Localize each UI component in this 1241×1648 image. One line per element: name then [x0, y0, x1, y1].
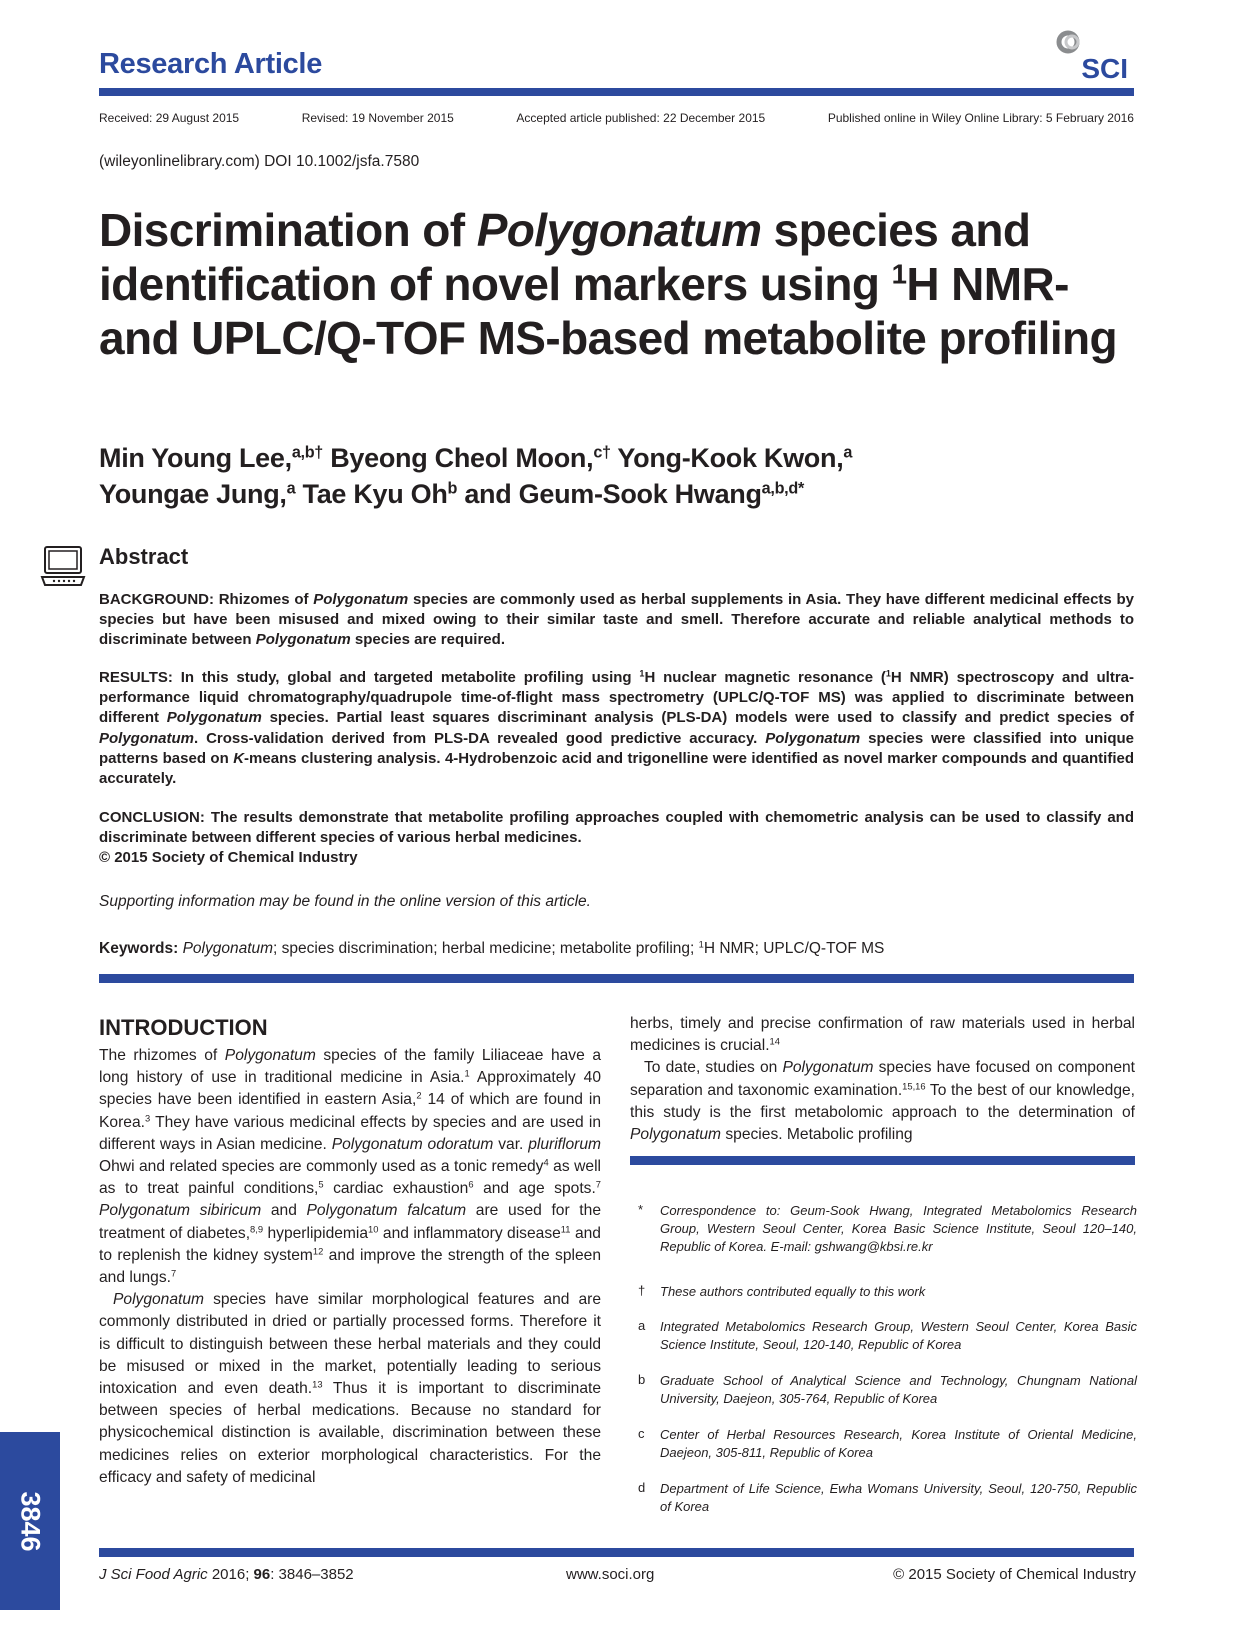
footer-rule [99, 1548, 1134, 1557]
author: Byeong Cheol Moon, [323, 443, 594, 473]
intro-paragraph: To date, studies on Polygonatum species have focused on component separation and taxonomic examination.$^{15,16}$ To the best of our knowledge, this study is the first metabolomic approach to the determination of Polygonatum species. Metabolic profiling [630, 1059, 1136, 1144]
abstract-results: RESULTS: In this study, global and targeted metabolite profiling using $^1$H nuclear magnetic resonance ($^1$H NMR) spectroscopy and ultra-performance liquid chromatography/quadrupole time-of-flight mass spectrometry (UPLC/Q-TOF MS) was applied to discriminate between different Polygonatum species. Partial least squares discriminant analysis (PLS-DA) models were used to classify and predict species of Polygonatum. Cross-validation derived from PLS-DA revealed good predictive accuracy. Polygonatum species were classified into unique patterns based on K-means clustering analysis. 4-Hydrobenzoic acid and trigonelline were identified as novel marker compounds and quantified accurately. [99, 668, 1134, 788]
header-rule [99, 88, 1134, 96]
accepted-date: Accepted article published: 22 December 2015 [516, 111, 766, 125]
affiliation-footnote: Department of Life Science, Ewha Womans University, Seoul, 120-750, Republic of Korea [660, 1481, 1137, 1514]
footnote-mark: d [638, 1480, 646, 1495]
keywords: Keywords: Polygonatum; species discrimination; herbal medicine; metabolite profiling; $^1$H NMR; UPLC/Q-TOF MS [99, 939, 885, 957]
affiliation-footnote: Graduate School of Analytical Science and Technology, Chungnam National University, Daejeon, 305-764, Republic of Korea [660, 1373, 1137, 1406]
footnote-mark: b [638, 1372, 646, 1387]
journal-citation: J Sci Food Agric 2016; 96: 3846–3852 [99, 1566, 354, 1583]
sci-logo-text: SCI [1081, 53, 1128, 84]
author: Yong-Kook Kwon, [610, 443, 844, 473]
laptop-icon [40, 544, 86, 590]
received-date: Received: 29 August 2015 [99, 111, 240, 125]
article-title: Discrimination of Polygonatum species and identification of novel markers using $^1$H NMR- and UPLC/Q-TOF MS-based metabolite profiling [99, 204, 1118, 364]
published-date: Published online in Wiley Online Library: 5 February 2016 [827, 111, 1134, 125]
abstract-heading: Abstract [99, 544, 189, 569]
revised-date: Revised: 19 November 2015 [301, 111, 454, 125]
correspondence-footnote: Correspondence to: Geum-Sook Hwang, Integrated Metabolomics Research Group, Western Seoul Center, Korea Basic Science Institute, Seoul 120–140, Republic of Korea. E-mail: gshwang@kbsi.re.kr [660, 1203, 1137, 1254]
intro-paragraph: herbs, timely and precise confirmation of raw materials used in herbal medicines is crucial.$^{14}$ [630, 1015, 1135, 1055]
supporting-info-note: Supporting information may be found in the online version of this article. [99, 893, 591, 910]
affiliation-footnote: Integrated Metabolomics Research Group, Western Seoul Center, Korea Basic Science Institute, Seoul, 120-140, Republic of Korea [660, 1319, 1137, 1352]
abstract-background: BACKGROUND: Rhizomes of Polygonatum species are commonly used as herbal supplements in Asia. They have different medicinal effects by species but have been misused and mixed owing to their similar taste and smell. Therefore accurate and reliable analytical methods to discriminate between Polygonatum species are required. [99, 591, 1134, 649]
intro-right-column [630, 1013, 1135, 1146]
abstract-copyright: © 2015 Society of Chemical Industry [99, 849, 358, 867]
footnote-rule [630, 1156, 1135, 1165]
intro-paragraph: Polygonatum species have similar morphological features and are commonly distributed in dried or partially processed forms. Therefore it is difficult to distinguish between these herbal materials and they could be misused or mixed in the market, potentially leading to serious intoxication and even death.$^{13}$ Thus it is important to discriminate between species of herbal medications. Because no standard for physicochemical distinction is available, discrimination between these medicines relies on exterior morphological characteristics. For the efficacy and safety of medicinal [99, 1291, 602, 1486]
abstract-conclusion: CONCLUSION: The results demonstrate that metabolite profiling approaches coupled with chemometric analysis can be used to classify and discriminate between different species of various herbal medicines. © 2015 Society of Chemical Industry [99, 809, 1134, 867]
page-number: 3846 [15, 1490, 46, 1552]
article-dates [99, 111, 1134, 125]
journal-website: www.soci.org [566, 1566, 655, 1583]
author: and Geum-Sook Hwang [457, 479, 762, 509]
equal-contribution-footnote: These authors contributed equally to this work [660, 1284, 926, 1299]
intro-paragraph: The rhizomes of Polygonatum species of the family Liliaceae have a long history of use in traditional medicine in Asia.$^1$ Approximately 40 species have been identified in eastern Asia,$^2$ 14 of which are found in Korea.$^3$ They have various medicinal effects by species and are used in different ways in Asian medicine. Polygonatum odoratum var. pluriflorum Ohwi and related species are commonly used as a tonic remedy$^4$ as well as to treat painful conditions,$^5$ cardiac exhaustion$^6$ and age spots.$^7$ Polygonatum sibiricum and Polygonatum falcatum are used for the treatment of diabetes,$^{8,9}$ hyperlipidemia$^{10}$ and inflammatory disease$^{11}$ and to replenish the kidney system$^{12}$ and improve the strength of the spleen and lungs.$^7$ [99, 1047, 602, 1287]
footnote-mark: a [638, 1318, 646, 1333]
section-label: Research Article [99, 48, 323, 80]
footnote-mark: * [638, 1202, 644, 1217]
sci-logo-icon [1050, 28, 1130, 84]
footer-copyright: © 2015 Society of Chemical Industry [893, 1566, 1136, 1583]
author-list: Min Young Lee,$^{a,b\dagger}$ Byeong Cheol Moon,$^{c\dagger}$ Yong-Kook Kwon,$^a$ Youngae Jung,$^a$ Tae Kyu Oh$^b$ and Geum-Sook Hwang$^{a,b,d*}$ [99, 443, 853, 509]
intro-left-column [99, 1045, 601, 1489]
abstract-rule [99, 974, 1134, 983]
author: Youngae Jung, [99, 479, 287, 509]
affiliation-footnote: Center of Herbal Resources Research, Korea Institute of Oriental Medicine, Daejeon, 305-811, Republic of Korea [660, 1427, 1137, 1460]
doi: (wileyonlinelibrary.com) DOI 10.1002/jsfa.7580 [99, 153, 420, 170]
author: Tae Kyu Oh [295, 479, 448, 509]
introduction-heading: INTRODUCTION [99, 1015, 268, 1040]
footnote-mark: c [638, 1426, 645, 1441]
author: Min Young Lee, [99, 443, 292, 473]
footnote-mark: † [638, 1283, 646, 1298]
